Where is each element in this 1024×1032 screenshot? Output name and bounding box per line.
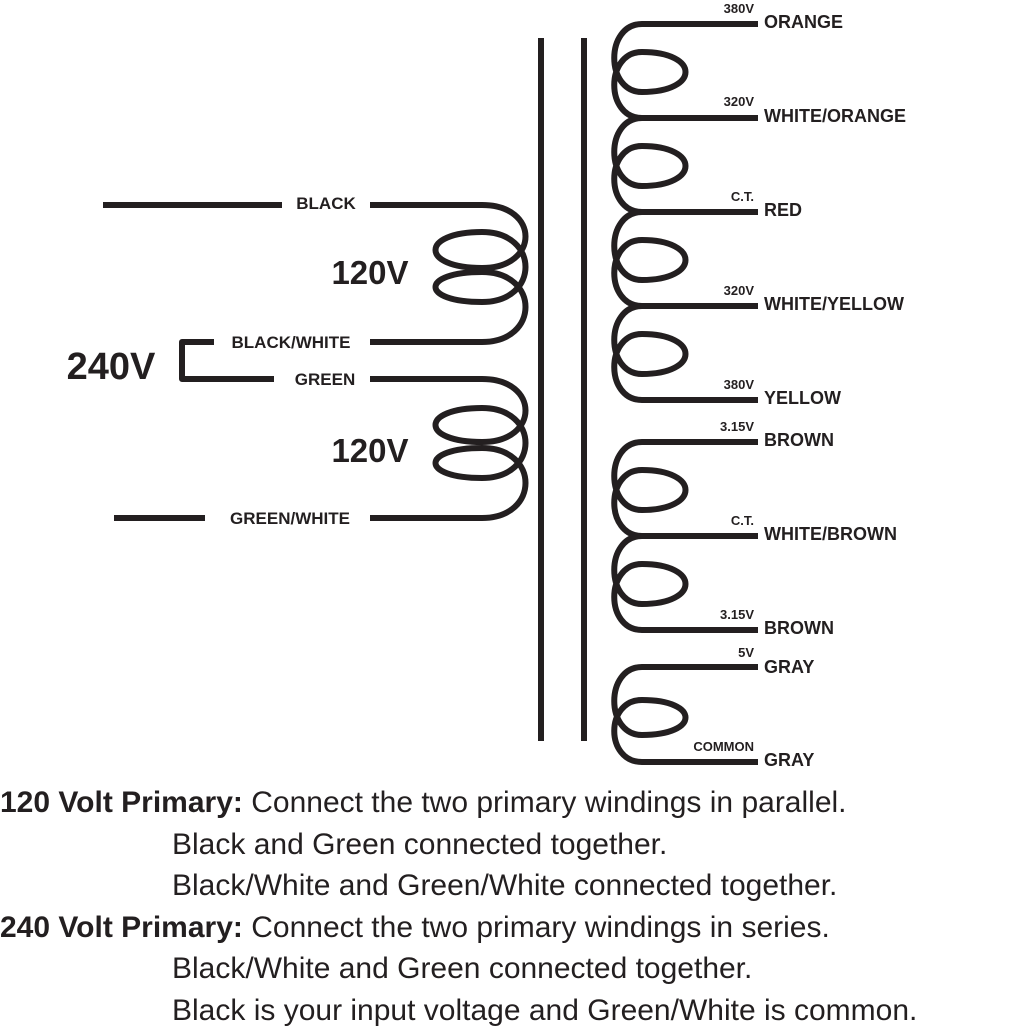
- tap-color-label: GRAY: [764, 750, 815, 770]
- note-240-line-2: Black/White and Green connected together.: [172, 952, 753, 985]
- tap-voltage-label: 380V: [723, 1, 754, 16]
- wire-label-black: BLACK: [296, 194, 356, 213]
- voltage-label-lower: 120V: [331, 432, 409, 469]
- tap-voltage-label: COMMON: [693, 739, 754, 754]
- tap-color-label: RED: [764, 200, 803, 220]
- tap-voltage-label: C.T.: [730, 189, 754, 204]
- tap-voltage-label: 380V: [723, 377, 754, 392]
- tap-color-label: BROWN: [764, 618, 834, 638]
- tap-color-label: GRAY: [764, 657, 815, 677]
- tap-color-label: ORANGE: [764, 12, 844, 32]
- tap-voltage-label: 320V: [723, 94, 754, 109]
- note-120-heading: 120 Volt Primary:: [0, 786, 243, 819]
- tap-color-label: BROWN: [764, 430, 834, 450]
- tap-voltage-label: 320V: [723, 283, 754, 298]
- secondary-winding-hv: [614, 24, 758, 400]
- wire-label-green: GREEN: [294, 370, 356, 389]
- note-120-line-2: Black and Green connected together.: [172, 827, 668, 861]
- series-voltage-label: 240V: [66, 346, 156, 388]
- tap-color-label: WHITE/YELLOW: [764, 294, 904, 314]
- note-120-text: Connect the two primary windings in parallel.: [242, 786, 847, 819]
- note-240-text: Connect the two primary windings in series.: [242, 910, 830, 944]
- tap-color-label: WHITE/ORANGE: [764, 106, 906, 126]
- note-240-line-3: Black is your input voltage and Green/White is common.: [172, 993, 918, 1027]
- tap-voltage-label: 5V: [738, 645, 754, 660]
- note-240-title-line: [0, 907, 1024, 949]
- wire-label-green-white: GREEN/WHITE: [230, 509, 350, 528]
- wiring-instructions: [0, 782, 1024, 1031]
- secondary-winding-filament: [614, 442, 758, 630]
- note-120-title-line: [0, 782, 1024, 824]
- primary-winding-lower: [114, 379, 526, 518]
- tap-color-label: WHITE/BROWN: [764, 524, 897, 544]
- note-120-line-3: Black/White and Green/White connected together.: [172, 869, 838, 902]
- note-240-heading: 240 Volt Primary:: [0, 910, 243, 944]
- wire-label-black-white: BLACK/WHITE: [231, 333, 351, 352]
- tap-color-label: YELLOW: [764, 388, 841, 408]
- tap-voltage-label: 3.15V: [720, 419, 754, 434]
- primary-winding-upper: [103, 205, 526, 342]
- tap-voltage-label: C.T.: [730, 513, 754, 528]
- voltage-label-upper: 120V: [331, 254, 409, 291]
- tap-voltage-label: 3.15V: [720, 607, 754, 622]
